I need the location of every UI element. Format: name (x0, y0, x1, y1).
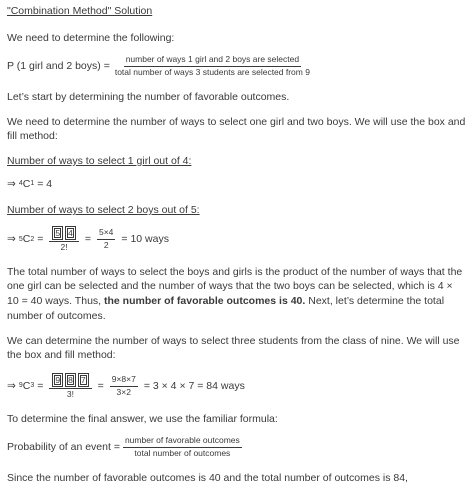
product-denominator: 2 (103, 239, 109, 250)
equals-sign: = (84, 233, 91, 246)
equals-sign: = (37, 379, 44, 392)
girls-heading: Number of ways to select 1 girl out of 4: (7, 154, 192, 167)
total-favorable-text-1: The total number of ways to select the boys and girls is the product of the number of ways that the one girl can be selected and the number of ways that the two boys can be selected, which is 4 × 10 = 40 ways. Thus, (7, 265, 463, 308)
three-result: = 3 × 4 × 7 = 84 ways (143, 379, 245, 392)
probability-event-denominator: total number of outcomes (134, 448, 231, 459)
probability-event-formula (7, 436, 467, 459)
equals-sign: = (97, 379, 104, 392)
favorable-start-text: Let’s start by determining the number of favorable outcomes. (7, 90, 290, 103)
girls-result: = 4 (37, 177, 53, 190)
intro-text: We need to determine the following: (7, 31, 175, 44)
fill-box: 9 (52, 373, 63, 387)
probability-event-lhs: Probability of an event = (7, 441, 120, 454)
fill-box: 8 (65, 373, 76, 387)
box-fill-fraction (49, 373, 91, 400)
equals-sign: = (37, 233, 44, 246)
favorable-outcomes-bold: the number of favorable outcomes is 40. (104, 295, 306, 308)
final-formula-text: To determine the final answer, we use the familiar formula: (7, 412, 278, 425)
girls-equation (7, 177, 467, 192)
probability-event-numerator: number of favorable outcomes (123, 436, 242, 448)
total-favorable-text (7, 265, 467, 324)
probability-denominator: total number of ways 3 students are selected from 9 (114, 67, 310, 78)
total-favorable-text-2: Next, let’s determine the total number of outcomes. (7, 295, 445, 322)
implies-arrow-icon: ⇒ (7, 379, 16, 392)
combination-letter: C (22, 177, 31, 190)
box-fill-intro-text: We need to determine the number of ways to select one girl and two boys. We will use the box and fill method: (7, 115, 466, 143)
product-numerator: 5×4 (97, 228, 115, 240)
combination-k: 3 (30, 382, 35, 390)
implies-arrow-icon: ⇒ (7, 233, 16, 246)
probability-formula-lhs: P (1 girl and 2 boys) = (7, 60, 110, 73)
product-numerator: 9×8×7 (110, 375, 138, 387)
combination-letter: C (22, 233, 31, 246)
combination-n: 9 (18, 382, 23, 390)
solution-title: "Combination Method" Solution (7, 5, 153, 17)
box-fill-boxes (49, 226, 78, 242)
implies-arrow-icon: ⇒ (7, 177, 16, 190)
fill-box: 7 (78, 373, 89, 387)
probability-fraction (113, 55, 312, 78)
product-denominator: 3×2 (116, 386, 131, 397)
since-text: Since the number of favorable outcomes is 40 and the total number of outcomes is 84, (7, 471, 408, 484)
combination-n: 4 (18, 180, 23, 188)
boys-result: = 10 ways (121, 233, 169, 246)
box-fill-denominator: 3! (66, 388, 74, 399)
probability-formula (7, 55, 467, 78)
fill-box: 5 (52, 226, 63, 240)
boys-equation (7, 226, 467, 253)
box-fill-boxes (49, 373, 91, 389)
combination-k: 1 (30, 180, 35, 188)
boys-heading: Number of ways to select 2 boys out of 5: (7, 204, 200, 217)
combination-k: 2 (30, 235, 35, 243)
combination-letter: C (22, 379, 31, 392)
product-fraction (110, 375, 138, 398)
probability-numerator: number of ways 1 girl and 2 boys are selected (124, 55, 301, 67)
combination-n: 5 (18, 235, 23, 243)
box-fill-denominator: 2! (60, 242, 68, 253)
box-fill-fraction (49, 226, 78, 253)
three-equation (7, 373, 467, 400)
fill-box: 4 (65, 226, 76, 240)
probability-event-fraction (123, 436, 242, 459)
product-fraction (97, 228, 115, 251)
three-students-text: We can determine the number of ways to select three students from the class of nine. We will use the box and fill method: (7, 334, 460, 362)
